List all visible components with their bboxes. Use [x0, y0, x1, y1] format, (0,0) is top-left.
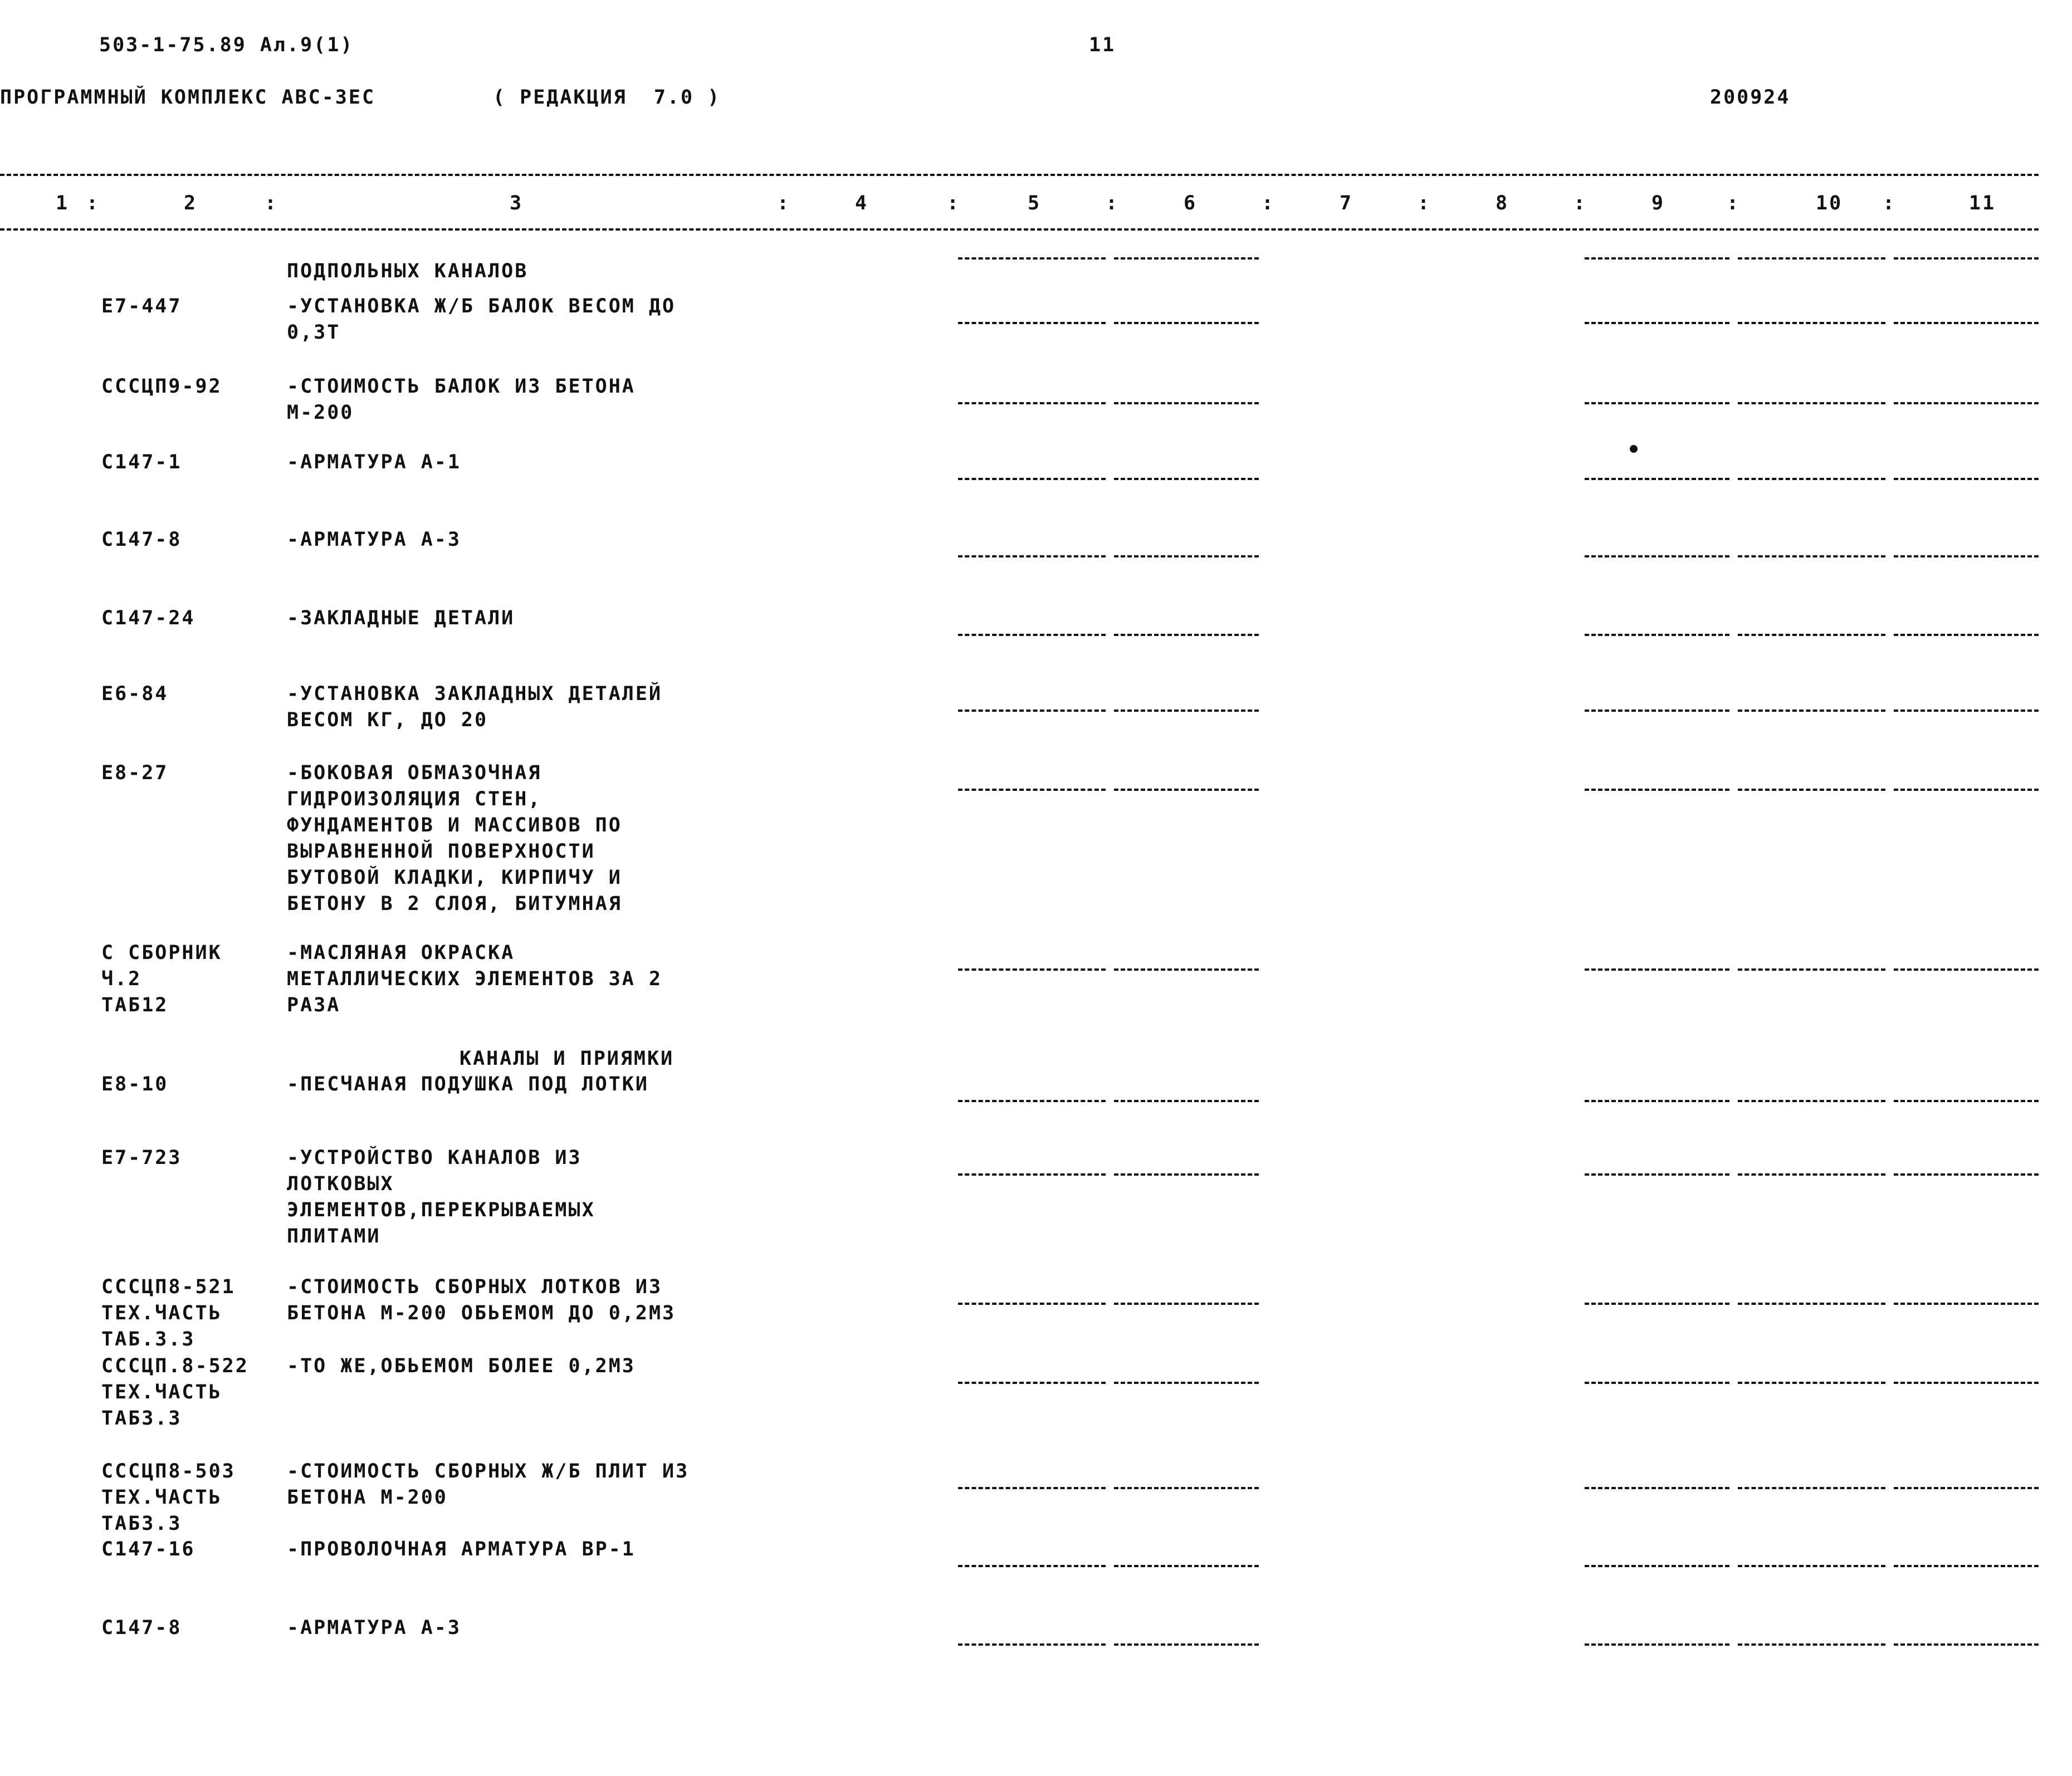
work-description: ВЕСОМ КГ, ДО 20 — [287, 709, 488, 731]
cell-c5-divider — [958, 478, 1106, 480]
column-separator: : — [947, 192, 961, 214]
cell-c9-divider — [1585, 1100, 1729, 1102]
cell-c11-divider — [1894, 1565, 2039, 1567]
column-header-2: 2 — [184, 192, 198, 214]
cell-c5-divider — [958, 402, 1106, 404]
cell-c11-divider — [1894, 322, 2039, 324]
cell-c6-divider — [1114, 257, 1259, 260]
column-header-4: 4 — [855, 192, 869, 214]
cell-c11-divider — [1894, 1643, 2039, 1646]
cell-c10-divider — [1738, 789, 1885, 791]
work-description: -УСТАНОВКА ЗАКЛАДНЫХ ДЕТАЛЕЙ — [287, 683, 663, 705]
work-description: ПОДПОЛЬНЫХ КАНАЛОВ — [287, 260, 529, 282]
cell-c5-divider — [958, 634, 1106, 636]
cell-c11-divider — [1894, 478, 2039, 480]
cell-c5-divider — [958, 1100, 1106, 1102]
work-description: -ПЕСЧАНАЯ ПОДУШКА ПОД ЛОТКИ — [287, 1073, 649, 1095]
work-description: -СТОИМОСТЬ СБОРНЫХ Ж/Б ПЛИТ ИЗ — [287, 1460, 690, 1483]
cell-c6-divider — [1114, 322, 1259, 324]
cell-c10-divider — [1738, 1565, 1885, 1567]
rate-code: С СБОРНИК — [101, 942, 222, 964]
cell-c10-divider — [1738, 1173, 1885, 1176]
cell-c6-divider — [1114, 789, 1259, 791]
cell-c6-divider — [1114, 478, 1259, 480]
work-description: -ПРОВОЛОЧНАЯ АРМАТУРА ВР-1 — [287, 1538, 636, 1560]
work-description: -УСТРОЙСТВО КАНАЛОВ ИЗ — [287, 1147, 582, 1169]
cell-c10-divider — [1738, 1382, 1885, 1384]
cell-c6-divider — [1114, 555, 1259, 557]
column-header-7: 7 — [1340, 192, 1353, 214]
cell-c9-divider — [1585, 1303, 1729, 1305]
cell-c9-divider — [1585, 322, 1729, 324]
rate-code: ТЕХ.ЧАСТЬ — [101, 1381, 222, 1403]
work-description: 0,3Т — [287, 321, 341, 344]
cell-c9-divider — [1585, 1173, 1729, 1176]
column-header-6: 6 — [1184, 192, 1198, 214]
cell-c5-divider — [958, 710, 1106, 712]
date-code: 200924 — [1710, 86, 1791, 109]
cell-c5-divider — [958, 1173, 1106, 1176]
work-description: МЕТАЛЛИЧЕСКИХ ЭЛЕМЕНТОВ ЗА 2 — [287, 968, 663, 990]
cell-c10-divider — [1738, 1643, 1885, 1646]
section-title: КАНАЛЫ И ПРИЯМКИ — [460, 1048, 675, 1070]
column-header-11: 11 — [1969, 192, 1996, 214]
work-description: БЕТОНУ В 2 СЛОЯ, БИТУМНАЯ — [287, 893, 622, 915]
cell-c10-divider — [1738, 634, 1885, 636]
column-separator: : — [1418, 192, 1431, 214]
cell-c11-divider — [1894, 1100, 2039, 1102]
rate-code: Е7-723 — [101, 1147, 182, 1169]
work-description: РАЗА — [287, 994, 341, 1016]
cell-c9-divider — [1585, 789, 1729, 791]
cell-c9-divider — [1585, 257, 1729, 260]
rate-code: С147-8 — [101, 529, 182, 551]
header-rule-bottom — [0, 228, 2039, 231]
column-separator: : — [777, 192, 791, 214]
rate-code: ТЕХ.ЧАСТЬ — [101, 1302, 222, 1324]
work-description: ЭЛЕМЕНТОВ,ПЕРЕКРЫВАЕМЫХ — [287, 1199, 595, 1221]
rate-code: Е6-84 — [101, 683, 169, 705]
cell-c6-divider — [1114, 1303, 1259, 1305]
cell-c9-divider — [1585, 555, 1729, 557]
work-description: ВЫРАВНЕННОЙ ПОВЕРХНОСТИ — [287, 840, 595, 863]
work-description: М-200 — [287, 402, 354, 424]
cell-c6-divider — [1114, 968, 1259, 971]
work-description: -ТО ЖЕ,ОБЬЕМОМ БОЛЕЕ 0,2М3 — [287, 1355, 636, 1377]
header-rule-top — [0, 174, 2039, 176]
column-separator: : — [1883, 192, 1897, 214]
column-separator: : — [1727, 192, 1741, 214]
cell-c5-divider — [958, 1303, 1106, 1305]
column-header-5: 5 — [1028, 192, 1042, 214]
column-header-10: 10 — [1816, 192, 1843, 214]
cell-c9-divider — [1585, 478, 1729, 480]
work-description: ПЛИТАМИ — [287, 1225, 381, 1247]
rate-code: СССЦП8-521 — [101, 1276, 236, 1298]
cell-c10-divider — [1738, 1303, 1885, 1305]
cell-c9-divider — [1585, 402, 1729, 404]
work-description: -МАСЛЯНАЯ ОКРАСКА — [287, 942, 515, 964]
work-description: -АРМАТУРА А-3 — [287, 1617, 461, 1639]
cell-c9-divider — [1585, 968, 1729, 971]
cell-c10-divider — [1738, 478, 1885, 480]
cell-c11-divider — [1894, 710, 2039, 712]
column-header-9: 9 — [1651, 192, 1665, 214]
cell-c6-divider — [1114, 1487, 1259, 1489]
cell-c6-divider — [1114, 402, 1259, 404]
cell-c9-divider — [1585, 1643, 1729, 1646]
cell-c9-divider — [1585, 1487, 1729, 1489]
cell-c5-divider — [958, 968, 1106, 971]
work-description: -БОКОВАЯ ОБМАЗОЧНАЯ — [287, 762, 542, 784]
cell-c11-divider — [1894, 1173, 2039, 1176]
work-description: ФУНДАМЕНТОВ И МАССИВОВ ПО — [287, 814, 622, 836]
work-description: БУТОВОЙ КЛАДКИ, КИРПИЧУ И — [287, 867, 622, 889]
cell-c6-divider — [1114, 1643, 1259, 1646]
rate-code: СССЦП9-92 — [101, 375, 222, 398]
cell-c9-divider — [1585, 634, 1729, 636]
stray-dot — [1630, 445, 1638, 453]
rate-code: ТАБ.3.3 — [101, 1328, 196, 1351]
cell-c6-divider — [1114, 1565, 1259, 1567]
cell-c11-divider — [1894, 1303, 2039, 1305]
cell-c5-divider — [958, 257, 1106, 260]
work-description: -СТОИМОСТЬ БАЛОК ИЗ БЕТОНА — [287, 375, 636, 398]
cell-c10-divider — [1738, 257, 1885, 260]
cell-c11-divider — [1894, 789, 2039, 791]
cell-c5-divider — [958, 1565, 1106, 1567]
cell-c11-divider — [1894, 555, 2039, 557]
rate-code: С147-8 — [101, 1617, 182, 1639]
rate-code: ТАБ12 — [101, 994, 169, 1016]
column-separator: : — [265, 192, 278, 214]
page-number: 11 — [1089, 34, 1116, 56]
cell-c10-divider — [1738, 402, 1885, 404]
cell-c9-divider — [1585, 1382, 1729, 1384]
rate-code: С147-16 — [101, 1538, 196, 1560]
work-description: БЕТОНА М-200 ОБЬЕМОМ ДО 0,2М3 — [287, 1302, 676, 1324]
rate-code: Ч.2 — [101, 968, 142, 990]
cell-c5-divider — [958, 1487, 1106, 1489]
column-header-3: 3 — [510, 192, 524, 214]
work-description: ЛОТКОВЫХ — [287, 1173, 394, 1195]
rate-code: ТАБ3.3 — [101, 1513, 182, 1535]
cell-c6-divider — [1114, 634, 1259, 636]
work-description: БЕТОНА М-200 — [287, 1486, 448, 1509]
column-separator: : — [86, 192, 100, 214]
cell-c10-divider — [1738, 1100, 1885, 1102]
work-description: -СТОИМОСТЬ СБОРНЫХ ЛОТКОВ ИЗ — [287, 1276, 663, 1298]
cell-c9-divider — [1585, 1565, 1729, 1567]
cell-c5-divider — [958, 1643, 1106, 1646]
cell-c6-divider — [1114, 1100, 1259, 1102]
cell-c6-divider — [1114, 1173, 1259, 1176]
cell-c10-divider — [1738, 322, 1885, 324]
cell-c6-divider — [1114, 710, 1259, 712]
column-separator: : — [1106, 192, 1120, 214]
program-title: ПРОГРАММНЫЙ КОМПЛЕКС АВС-3ЕС — [0, 86, 376, 109]
rate-code: СССЦП.8-522 — [101, 1355, 249, 1377]
work-description: ГИДРОИЗОЛЯЦИЯ СТЕН, — [287, 788, 542, 810]
rate-code: СССЦП8-503 — [101, 1460, 236, 1483]
work-description: -АРМАТУРА А-3 — [287, 529, 461, 551]
doc-code: 503-1-75.89 Ал.9(1) — [99, 34, 354, 56]
cell-c11-divider — [1894, 1382, 2039, 1384]
work-description: -УСТАНОВКА Ж/Б БАЛОК ВЕСОМ ДО — [287, 295, 676, 317]
rate-code: ТАБ3.3 — [101, 1407, 182, 1430]
cell-c10-divider — [1738, 555, 1885, 557]
rate-code: Е8-27 — [101, 762, 169, 784]
cell-c11-divider — [1894, 257, 2039, 260]
rate-code: С147-1 — [101, 451, 182, 473]
rate-code: С147-24 — [101, 607, 196, 629]
cell-c6-divider — [1114, 1382, 1259, 1384]
cell-c9-divider — [1585, 710, 1729, 712]
column-header-1: 1 — [56, 192, 70, 214]
cell-c11-divider — [1894, 968, 2039, 971]
cell-c11-divider — [1894, 634, 2039, 636]
rate-code: Е8-10 — [101, 1073, 169, 1095]
cell-c11-divider — [1894, 1487, 2039, 1489]
work-description: -АРМАТУРА А-1 — [287, 451, 461, 473]
column-header-8: 8 — [1496, 192, 1509, 214]
edition-label: ( РЕДАКЦИЯ 7.0 ) — [493, 86, 721, 109]
rate-code: Е7-447 — [101, 295, 182, 317]
rate-code: ТЕХ.ЧАСТЬ — [101, 1486, 222, 1509]
column-separator: : — [1262, 192, 1276, 214]
cell-c5-divider — [958, 1382, 1106, 1384]
cell-c10-divider — [1738, 968, 1885, 971]
cell-c5-divider — [958, 555, 1106, 557]
cell-c11-divider — [1894, 402, 2039, 404]
work-description: -ЗАКЛАДНЫЕ ДЕТАЛИ — [287, 607, 515, 629]
cell-c10-divider — [1738, 710, 1885, 712]
cell-c5-divider — [958, 322, 1106, 324]
cell-c10-divider — [1738, 1487, 1885, 1489]
column-separator: : — [1573, 192, 1587, 214]
cell-c5-divider — [958, 789, 1106, 791]
